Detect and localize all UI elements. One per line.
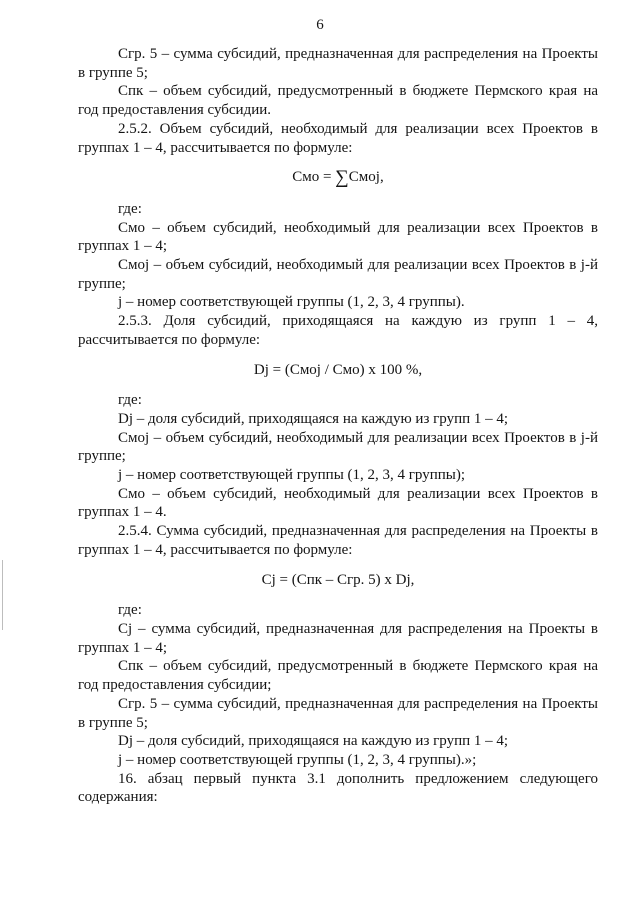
- paragraph-smoj-definition: Смоj – объем субсидий, необходимый для реализации всех Проектов в j-й группе;: [78, 257, 598, 292]
- paragraph-item-16: 16. абзац первый пункта 3.1 дополнить предложением следующего содержания:: [78, 770, 598, 806]
- paragraph-dj-definition: Dj – доля субсидий, приходящаяся на каждую из групп 1 – 4;: [118, 733, 509, 750]
- paragraph-cj-definition: Cj – сумма субсидий, предназначенная для распределения на Проекты в группах 1 – 4;: [78, 620, 598, 656]
- paragraph-sgr5-definition: Сгр. 5 – сумма субсидий, предназначенная для распределения на Проекты в группе 5;: [78, 695, 598, 731]
- document-body: [78, 45, 598, 807]
- formula-smo: [78, 157, 598, 200]
- where-label: где:: [118, 392, 142, 409]
- where-label: где:: [118, 200, 142, 217]
- where-label: где:: [118, 602, 142, 619]
- paragraph-2-5-3: 2.5.3. Доля субсидий, приходящаяся на каждую из групп 1 – 4, рассчитывается по формуле:: [78, 313, 598, 348]
- sum-sign-icon: ∑: [335, 167, 349, 189]
- page-number: 6: [316, 17, 324, 33]
- paragraph-j-definition: j – номер соответствующей группы (1, 2, 3, 4 группы).»;: [118, 751, 477, 768]
- paragraph-smo-definition: Смо – объем субсидий, необходимый для реализации всех Проектов в группах 1 – 4;: [78, 219, 598, 255]
- formula-cj: Cj = (Спк – Сгр. 5) x Dj,: [261, 571, 415, 588]
- paragraph-smo-definition: Смо – объем субсидий, необходимый для реализации всех Проектов в группах 1 – 4.: [78, 485, 598, 521]
- formula-smo-right: Cмoj,: [348, 169, 384, 186]
- paragraph-spk-definition: Спк – объем субсидий, предусмотренный в бюджете Пермского края на год предоставления субсидии.: [78, 83, 598, 119]
- paragraph-j-definition: j – номер соответствующей группы (1, 2, 3, 4 группы).: [118, 294, 465, 311]
- paragraph-dj-definition: Dj – доля субсидий, приходящаяся на каждую из групп 1 – 4;: [118, 410, 509, 427]
- scan-edge-mark: [2, 560, 3, 630]
- formula-smo-left: Смо =: [292, 169, 336, 186]
- paragraph-j-definition: j – номер соответствующей группы (1, 2, 3, 4 группы);: [118, 467, 466, 484]
- formula-dj: Dj = (Смоj / Смо) x 100 %,: [253, 361, 423, 378]
- paragraph-sgr5-definition: Сгр. 5 – сумма субсидий, предназначенная для распределения на Проекты в группе 5;: [78, 46, 598, 81]
- paragraph-spk-definition: Спк – объем субсидий, предусмотренный в бюджете Пермского края на год предоставления субсидии;: [78, 658, 598, 694]
- paragraph-smoj-definition: Смоj – объем субсидий, необходимый для реализации всех Проектов в j-й группе;: [78, 429, 598, 465]
- paragraph-2-5-2: 2.5.2. Объем субсидий, необходимый для реализации всех Проектов в группах 1 – 4, рассчитывается по формуле:: [78, 120, 598, 156]
- paragraph-2-5-4: 2.5.4. Сумма субсидий, предназначенная для распределения на Проекты в группах 1 – 4, рассчитывается по формуле:: [78, 523, 598, 558]
